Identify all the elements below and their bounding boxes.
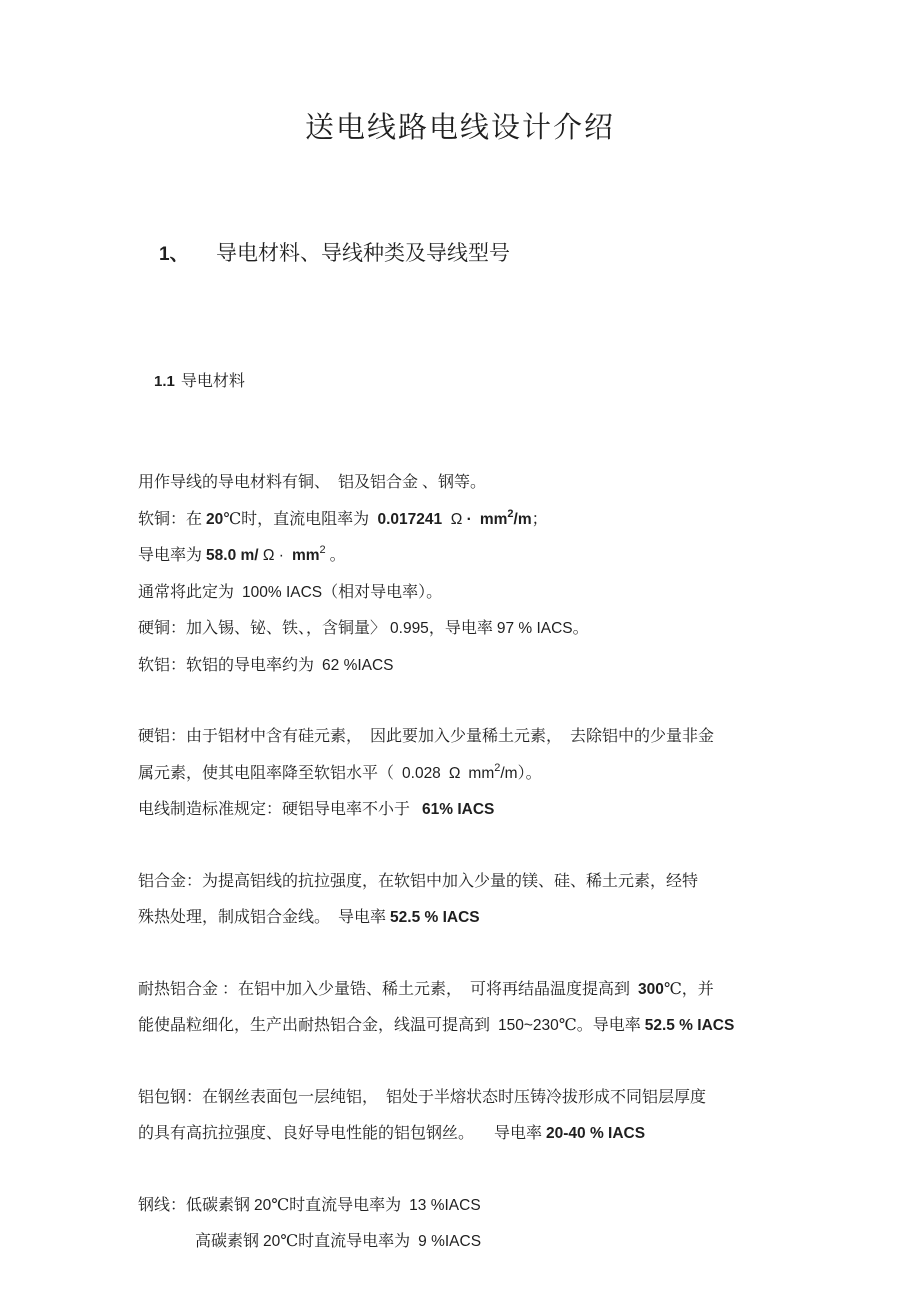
text-line: [138, 611, 838, 648]
page-title: 送电线路电线设计介绍: [304, 112, 615, 144]
text-run: Ω: [258, 547, 279, 564]
text-run: ℃，并: [663, 980, 714, 998]
text-run: 导电率为: [138, 547, 207, 564]
text-run: 0.995: [390, 620, 429, 637]
text-run: 0.017241: [373, 510, 447, 528]
text-run: 9 %IACS: [418, 1233, 482, 1250]
text-line: [138, 465, 838, 502]
paragraph-block: [138, 719, 838, 829]
subsection-heading: [138, 346, 920, 418]
text-run: 150~230: [498, 1017, 559, 1034]
text-run: ℃时直流导电率为: [271, 1196, 410, 1214]
text-run: ·: [466, 510, 472, 528]
body-blocks: [138, 465, 838, 1261]
text-run: 钢线：低碳素钢: [138, 1196, 255, 1214]
text-line: [138, 719, 838, 756]
text-run: 软铜：在: [138, 510, 207, 528]
paragraph-block: [138, 1080, 838, 1153]
text-line: [138, 1224, 838, 1261]
text-line: [138, 502, 838, 539]
text-run: 殊热处理，制成铝合金线。 导电率: [138, 909, 391, 926]
text-run: 耐热铝合金 ：在铝中加入少量锆、稀土元素， 可将再结晶温度提高到: [138, 980, 639, 998]
text-run: 能使晶粒细化，生产出耐热铝合金，线温可提高到: [138, 1017, 499, 1034]
text-run: 2: [319, 544, 326, 556]
text-run: ℃时，直流电阻率为: [223, 510, 374, 528]
text-line: [138, 538, 838, 575]
text-run: 2: [507, 507, 514, 520]
text-run: 硬铜：加入锡、铋、铁、，含铜量〉: [138, 620, 391, 637]
text-run: 高碳素钢: [195, 1233, 264, 1250]
section-heading-number: 1、: [159, 244, 189, 265]
text-run: 58.0 m/: [206, 547, 259, 564]
text-run: 61% IACS: [422, 801, 495, 818]
text-run: 2: [494, 761, 501, 774]
text-run: 52.5 % IACS: [644, 1017, 735, 1034]
text-run: ）。: [517, 764, 542, 782]
text-run: ；: [531, 510, 548, 528]
text-run: ℃。导电率: [558, 1017, 645, 1034]
text-run: ，导电率: [428, 620, 497, 637]
text-run: Ω: [446, 510, 467, 528]
text-run: 。: [572, 620, 589, 637]
text-run: [441, 765, 449, 782]
subsection-heading-label: 导电材料: [180, 373, 245, 390]
text-run: 20-40 % IACS: [546, 1125, 646, 1142]
section-heading: [138, 208, 920, 300]
text-run: /m: [500, 764, 518, 782]
text-run: 。: [325, 547, 346, 564]
text-run: mm: [479, 510, 508, 528]
paragraph-block: [138, 864, 838, 937]
text-line: [138, 648, 838, 685]
text-line: [138, 1008, 838, 1045]
text-line: [138, 575, 838, 612]
text-run: ·: [278, 547, 284, 564]
text-line: [138, 756, 838, 793]
text-run: 0.028: [402, 764, 441, 782]
paragraph-block: [138, 972, 838, 1045]
text-run: 20: [254, 1196, 272, 1214]
text-run: [284, 547, 292, 564]
text-line: [138, 1188, 838, 1225]
text-run: mm: [291, 547, 320, 564]
text-run: 软铝：软铝的导电率约为: [138, 656, 323, 674]
section-heading-label: 导电材料、导线种类及导线型号: [216, 241, 510, 265]
text-run: 铝包钢：在钢丝表面包一层纯铝， 铝处于半熔状态时压铸冷拔形成不同铝层厚度: [138, 1088, 707, 1106]
text-run: 电线制造标准规定：硬铝导电率不小于: [138, 801, 423, 818]
text-run: 用作导线的导电材料有铜、 铝及铝合金 、钢等。: [138, 474, 487, 491]
text-line: [138, 1116, 838, 1153]
text-line: [138, 1080, 838, 1117]
text-run: 铝合金：为提高铝线的抗拉强度，在软铝中加入少量的镁、硅、稀土元素，经特: [138, 872, 699, 890]
text-run: 62 %IACS: [322, 656, 394, 674]
text-run: 20: [263, 1233, 281, 1250]
text-run: /m: [513, 510, 532, 528]
paragraph-block: [138, 1188, 838, 1261]
text-run: 通常将此定为: [138, 583, 243, 601]
subsection-heading-number: 1.1: [154, 373, 175, 390]
text-run: 13 %IACS: [409, 1196, 481, 1214]
text-run: 97 % IACS: [496, 620, 573, 637]
text-run: 20: [206, 510, 224, 528]
text-run: ℃时直流导电率为: [280, 1233, 419, 1250]
text-run: 52.5 % IACS: [390, 909, 480, 926]
text-line: [138, 972, 838, 1009]
text-run: （相对导电率）。: [322, 583, 443, 601]
text-run: 硬铝：由于铝材中含有硅元素， 因此要加入少量稀土元素， 去除铝中的少量非金: [138, 728, 715, 745]
text-run: Ω: [448, 764, 461, 782]
text-run: 100% IACS: [242, 583, 323, 601]
text-run: 属元素，使其电阻率降至软铝水平（: [138, 764, 403, 782]
text-run: 的具有高抗拉强度、良好导电性能的铝包钢丝。 导电率: [138, 1125, 547, 1142]
text-line: [138, 864, 838, 901]
text-run: 300: [638, 980, 664, 998]
text-run: mm: [468, 764, 495, 782]
text-line: [138, 792, 838, 829]
paragraph-block: [138, 465, 838, 684]
text-line: [138, 900, 838, 937]
text-run: [472, 511, 480, 528]
